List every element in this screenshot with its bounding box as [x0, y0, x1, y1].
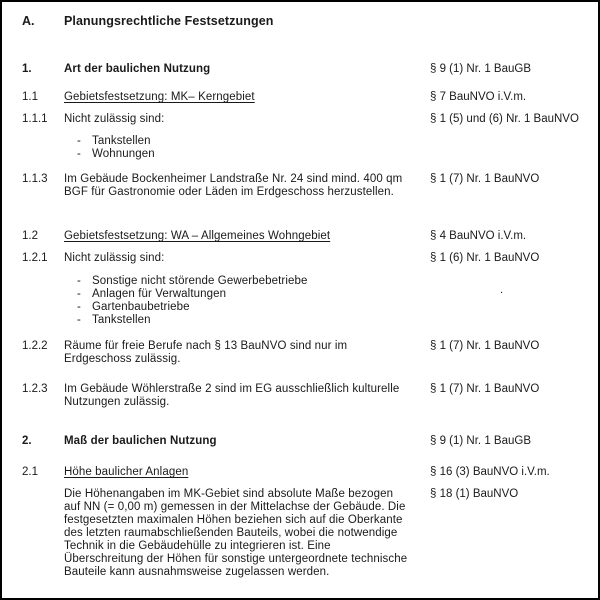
section-number: 2. [22, 435, 32, 447]
section-row-1-1 [22, 91, 586, 104]
list-dash: - [77, 135, 81, 147]
section-number: 1.2.1 [22, 252, 48, 264]
list-dash: - [77, 314, 81, 326]
legal-reference: § 7 BauNVO i.V.m. [430, 91, 527, 103]
prohibited-uses-list-mk [64, 135, 412, 161]
section-number: 1.1.3 [22, 173, 48, 185]
section-number: 1.1.1 [22, 113, 48, 125]
section-body: Im Gebäude Wöhlerstraße 2 sind im EG ausschließlich kulturelle Nutzungen zulässig. [64, 383, 400, 408]
section-row-1-1-3 [22, 173, 586, 199]
scan-artifact-dot: . [500, 284, 504, 296]
section-row-2-1 [22, 466, 586, 479]
section-title: Nicht zulässig sind: [64, 252, 165, 264]
section-row-1-1-1 [22, 113, 586, 126]
list-item [77, 301, 412, 314]
list-row-1-2-1 [22, 275, 586, 327]
section-title: Art der baulichen Nutzung [64, 63, 211, 75]
legal-reference: § 1 (7) Nr. 1 BauNVO [430, 173, 540, 185]
section-number: 1.2.2 [22, 340, 48, 352]
list-item [77, 314, 412, 327]
legal-reference: § 18 (1) BauNVO [430, 488, 519, 500]
section-row-2-1-body [22, 488, 586, 579]
legal-reference: § 1 (5) und (6) Nr. 1 BauNVO [430, 113, 579, 125]
list-item-text: Tankstellen [92, 314, 151, 326]
list-dash: - [77, 288, 81, 300]
prohibited-uses-list-wa [64, 275, 412, 327]
legal-reference: § 1 (6) Nr. 1 BauNVO [430, 252, 540, 264]
section-title: Nicht zulässig sind: [64, 113, 165, 125]
section-number: 2.1 [22, 466, 38, 478]
list-item-text: Anlagen für Verwaltungen [92, 288, 227, 300]
section-title-underlined: Gebietsfestsetzung: MK– Kerngebiet [64, 91, 255, 103]
section-row-2 [22, 435, 586, 448]
section-row-1-2-1 [22, 252, 586, 265]
legal-reference: § 9 (1) Nr. 1 BauGB [430, 63, 531, 75]
section-number: 1.2 [22, 230, 38, 242]
list-item [77, 135, 412, 148]
section-number: 1.2.3 [22, 383, 48, 395]
list-dash: - [77, 148, 81, 160]
legal-reference: § 4 BauNVO i.V.m. [430, 230, 527, 242]
section-body: Die Höhenangaben im MK-Gebiet sind absolute Maße bezogen auf NN (= 0,00 m) gemessen in der Mittelachse der Gebäude. Die festgesetzten maximalen Höhen beziehen sich auf die Oberkante des letzten raumabschließenden Bauteils, wobei die notwendige Technik in die Gebäudehülle zu integrieren ist. Eine Überschreitung der Höhen für sonstige untergeordnete technische Bauteile kann ausnahmsweise zugelassen werden. [64, 488, 408, 578]
header-number: A. [22, 14, 35, 28]
legal-reference: § 16 (3) BauNVO i.V.m. [430, 466, 550, 478]
list-dash: - [77, 301, 81, 313]
list-item-text: Gartenbaubetriebe [92, 301, 190, 313]
legal-reference: § 9 (1) Nr. 1 BauGB [430, 435, 531, 447]
legal-reference: § 1 (7) Nr. 1 BauNVO [430, 383, 540, 395]
section-number: 1.1 [22, 91, 38, 103]
section-title-underlined: Höhe baulicher Anlagen [64, 466, 189, 478]
section-row-1-2-2 [22, 340, 586, 366]
list-item-text: Sonstige nicht störende Gewerbebetriebe [92, 275, 308, 287]
header-title: Planungsrechtliche Festsetzungen [64, 14, 274, 28]
list-item-text: Tankstellen [92, 135, 151, 147]
list-item-text: Wohnungen [92, 148, 155, 160]
list-row-1-1-1 [22, 135, 586, 161]
legal-reference: § 1 (7) Nr. 1 BauNVO [430, 340, 540, 352]
section-row-1-2-3 [22, 383, 586, 409]
section-number: 1. [22, 63, 32, 75]
list-item [77, 275, 412, 288]
list-dash: - [77, 275, 81, 287]
section-title: Maß der baulichen Nutzung [64, 435, 217, 447]
document-header [22, 14, 586, 28]
section-title-underlined: Gebietsfestsetzung: WA – Allgemeines Wohngebiet [64, 230, 331, 242]
section-body: Im Gebäude Bockenheimer Landstraße Nr. 24 sind mind. 400 qm BGF für Gastronomie oder Läden im Erdgeschoss herzustellen. [64, 173, 403, 198]
list-item [77, 288, 412, 301]
section-body: Räume für freie Berufe nach § 13 BauNVO sind nur im Erdgeschoss zulässig. [64, 340, 348, 365]
section-row-1 [22, 63, 586, 76]
list-item [77, 148, 412, 161]
section-row-1-2 [22, 230, 586, 243]
